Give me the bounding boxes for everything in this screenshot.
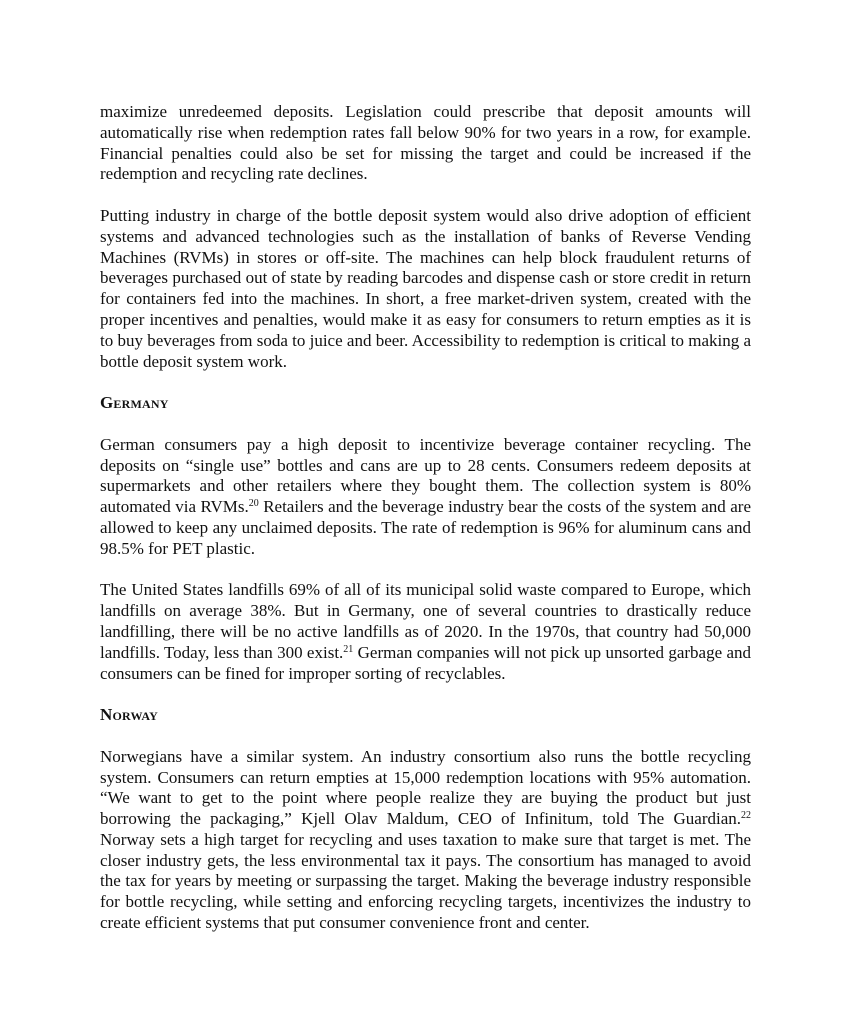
text-segment: Retailers and the beverage industry bear the costs of the system and are allowed to keep any unclaimed deposits. The rate of redemption is 96% for aluminum cans and 98.5% for PET plastic. [100,497,751,558]
section-heading-germany: Germany [100,393,169,413]
document-page [100,102,751,934]
text-segment: German companies will not pick up unsorted garbage and consumers can be fined for improper sorting of recyclables. [100,642,751,683]
paragraph-norway-system [100,747,751,934]
footnote-ref-21[interactable]: 21 [343,643,354,655]
paragraph-germany-landfills [100,580,751,684]
section-heading-norway: Norway [100,705,158,725]
paragraph-germany-deposits [100,435,751,560]
text-segment: Norwegians have a similar system. An industry consortium also runs the bottle recycling system. Consumers can return empties at 15,000 redemption locations with 95% automation. “We want to get to the point where people realize they are buying the product but just borrowing the packaging,” Kjell Olav Maldum, CEO of Infinitum, told The Guardian. [100,746,751,829]
text-segment: The United States landfills 69% of all of its municipal solid waste compared to Europe, which landfills on average 38%. But in Germany, one of several countries to drastically reduce landfilling, there will be no active landfills as of 2020. In the 1970s, that country had 50,000 landfills. Today, less than 300 exist. [100,580,751,662]
paragraph-deposit-legislation: maximize unredeemed deposits. Legislation could prescribe that deposit amounts will automatically rise when redemption rates fall below 90% for two years in a row, for example. Financial penalties could also be set for missing the target and could be increased if the redemption and recycling rate declines. [100,102,751,184]
footnote-ref-20[interactable]: 20 [248,498,259,510]
text-segment: Norway sets a high target for recycling and uses taxation to make sure that target is met. The closer industry gets, the less environmental tax it pays. The consortium has managed to avoid the tax for years by meeting or surpassing the target. Making the beverage industry responsible for bottle recycling, while setting and enforcing recycling targets, incentivizes the industry to create efficient systems that put consumer convenience front and center. [100,829,751,933]
text-segment: German consumers pay a high deposit to incentivize beverage container recycling. The deposits on “single use” bottles and cans are up to 28 cents. Consumers redeem deposits at supermarkets and other retailers where they bought them. The collection system is 80% automated via RVMs. [100,434,751,517]
footnote-ref-22[interactable]: 22 [741,810,751,822]
paragraph-industry-in-charge: Putting industry in charge of the bottle deposit system would also drive adoption of efficient systems and advanced technologies such as the installation of banks of Reverse Vending Machines (RVMs) in stores or off-site. The machines can help block fraudulent returns of beverages purchased out of state by reading barcodes and dispense cash or store credit in return for containers fed into the machines. In short, a free market-driven system, created with the proper incentives and penalties, would make it as easy for consumers to return empties as it is to buy beverages from soda to juice and beer. Accessibility to redemption is critical to making a bottle deposit system work. [100,205,752,371]
